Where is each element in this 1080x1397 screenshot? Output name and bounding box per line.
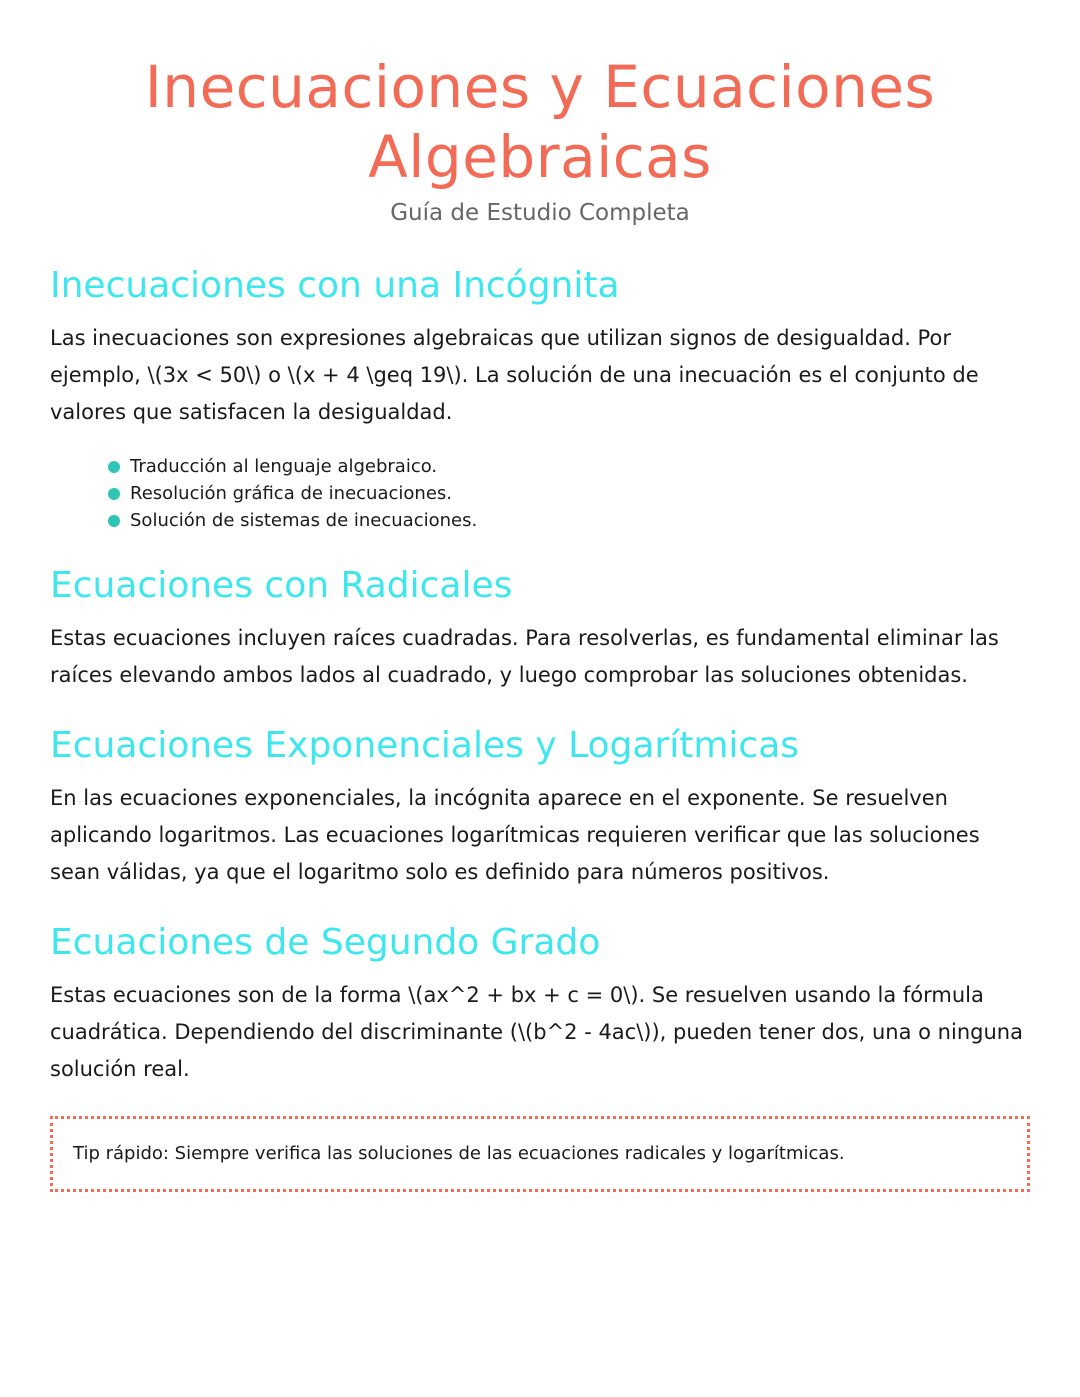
section-heading: Ecuaciones de Segundo Grado	[50, 922, 601, 963]
title-line-2: Algebraicas	[368, 123, 712, 191]
list-item-text: Resolución gráfica de inecuaciones.	[130, 483, 452, 504]
list-item-text: Traducción al lenguaje algebraico.	[130, 456, 438, 477]
section-paragraph: En las ecuaciones exponenciales, la incógnita aparece en el exponente. Se resuelven aplicando logaritmos. Las ecuaciones logarítmicas requieren verificar que las soluciones sean válidas, ya que el logaritmo solo es definido para números positivos.	[50, 786, 980, 884]
section-paragraph: Estas ecuaciones incluyen raíces cuadradas. Para resolverlas, es fundamental eliminar las raíces elevando ambos lados al cuadrado, y luego comprobar las soluciones obtenidas.	[50, 626, 999, 687]
list-item	[108, 507, 1030, 534]
list-item	[108, 453, 1030, 480]
list-item-text: Solución de sistemas de inecuaciones.	[130, 510, 478, 531]
tip-text: Tip rápido: Siempre verifica las soluciones de las ecuaciones radicales y logarítmicas.	[73, 1143, 845, 1164]
section-exponenciales	[50, 724, 1030, 891]
section-segundo-grado	[50, 921, 1030, 1088]
section-radicales	[50, 564, 1030, 694]
page-title	[50, 0, 1030, 192]
section-heading: Ecuaciones Exponenciales y Logarítmicas	[50, 725, 800, 766]
title-line-1: Inecuaciones y Ecuaciones	[144, 53, 936, 121]
bullet-list	[50, 453, 1030, 534]
page-subtitle: Guía de Estudio Completa	[390, 200, 690, 226]
section-inecuaciones	[50, 264, 1030, 534]
section-heading: Ecuaciones con Radicales	[50, 565, 513, 606]
section-heading: Inecuaciones con una Incógnita	[50, 265, 620, 306]
bullet-dot-icon	[108, 488, 120, 500]
section-paragraph: Las inecuaciones son expresiones algebraicas que utilizan signos de desigualdad. Por ejemplo, \(3x < 50\) o \(x + 4 \geq 19\). La solución de una inecuación es el conjunto de valores que satisfacen la desigualdad.	[50, 326, 979, 424]
tip-box	[50, 1116, 1030, 1192]
bullet-dot-icon	[108, 461, 120, 473]
bullet-dot-icon	[108, 515, 120, 527]
list-item	[108, 480, 1030, 507]
section-paragraph: Estas ecuaciones son de la forma \(ax^2 + bx + c = 0\). Se resuelven usando la fórmula cuadrática. Dependiendo del discriminante (\(b^2 - 4ac\)), pueden tener dos, una o ninguna solución real.	[50, 983, 1023, 1081]
